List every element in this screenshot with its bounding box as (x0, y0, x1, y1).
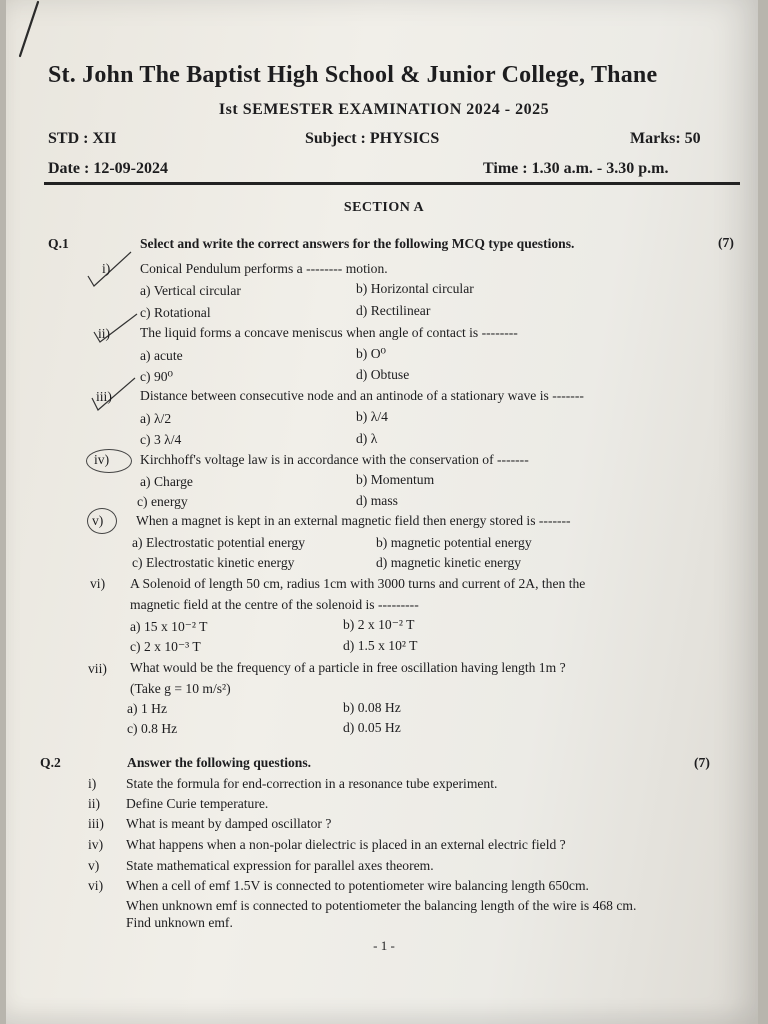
school-name: St. John The Baptist High School & Junior College, Thane (48, 62, 658, 88)
q2-item-number: vi) (88, 878, 104, 893)
page-number: - 1 - (373, 938, 395, 953)
option-d: d) mass (356, 493, 398, 508)
option-a: a) 1 Hz (127, 701, 168, 716)
std-label: STD : XII (48, 130, 117, 147)
q2-number: Q.2 (40, 755, 61, 770)
time-label: Time : 1.30 a.m. - 3.30 p.m. (483, 160, 669, 177)
q2-item-question: What is meant by damped oscillator ? (126, 816, 332, 831)
option-c: c) 0.8 Hz (127, 721, 178, 736)
option-a: a) acute (140, 348, 183, 363)
q1-item-number: iv) (94, 452, 110, 467)
option-d: d) 0.05 Hz (343, 720, 401, 735)
pen-stroke-mark (16, 0, 42, 60)
option-d: d) magnetic kinetic energy (376, 555, 522, 570)
q2-marks: (7) (694, 755, 710, 770)
q2-item-question-cont: When unknown emf is connected to potentiometer the balancing length of the wire is 468 cm. (126, 898, 637, 913)
option-b: b) 2 x 10⁻² T (343, 617, 415, 632)
q2-item-number: ii) (88, 796, 101, 811)
option-c: c) 3 λ/4 (140, 432, 182, 447)
option-b: b) λ/4 (356, 409, 388, 424)
q1-item-number: v) (92, 513, 104, 528)
subject-label: Subject : PHYSICS (305, 130, 440, 147)
option-a: a) Vertical circular (140, 283, 241, 298)
q2-item-number: v) (88, 858, 100, 873)
q1-item-question: Kirchhoff's voltage law is in accordance with the conservation of ------- (140, 452, 529, 467)
q1-instruction: Select and write the correct answers for the following MCQ type questions. (140, 236, 575, 251)
option-c: c) Rotational (140, 305, 211, 320)
q1-item-number: vii) (88, 661, 107, 676)
option-c: c) Electrostatic kinetic energy (132, 555, 295, 570)
q1-item-question: The liquid forms a concave meniscus when angle of contact is -------- (140, 325, 518, 340)
option-c: c) energy (137, 494, 188, 509)
option-a: a) 15 x 10⁻² T (130, 619, 208, 634)
q1-item-question: Distance between consecutive node and an antinode of a stationary wave is ------- (140, 388, 584, 403)
section-title: SECTION A (343, 200, 425, 215)
option-d: d) Obtuse (356, 367, 410, 382)
q1-item-number: ii) (98, 326, 111, 341)
option-c: c) 90⁰ (140, 369, 174, 384)
marks-label: Marks: 50 (630, 130, 701, 147)
q2-item-question: State the formula for end-correction in a resonance tube experiment. (126, 776, 498, 791)
q2-item-number: iv) (88, 837, 104, 852)
q1-item-number: vi) (90, 576, 106, 591)
q1-item-question: What would be the frequency of a particle in free oscillation having length 1m ? (130, 660, 566, 675)
q1-item-question-cont: (Take g = 10 m/s²) (130, 681, 231, 696)
q1-item-number: i) (102, 261, 111, 276)
option-d: d) 1.5 x 10² T (343, 638, 418, 653)
q1-item-number: iii) (96, 389, 112, 404)
q2-item-question: Define Curie temperature. (126, 796, 269, 811)
option-d: d) Rectilinear (356, 303, 431, 318)
q1-item-question: Conical Pendulum performs a -------- motion. (140, 261, 388, 276)
q2-item-question: What happens when a non-polar dielectric is placed in an external electric field ? (126, 837, 566, 852)
option-a: a) Charge (140, 474, 193, 489)
option-c: c) 2 x 10⁻³ T (130, 639, 201, 654)
q1-item-question: When a magnet is kept in an external magnetic field then energy stored is ------- (136, 513, 571, 528)
q2-item-question: When a cell of emf 1.5V is connected to potentiometer wire balancing length 650cm. (126, 878, 589, 893)
header-divider (44, 182, 740, 185)
q2-item-number: iii) (88, 816, 104, 831)
option-b: b) magnetic potential energy (376, 535, 532, 550)
option-b: b) Horizontal circular (356, 281, 474, 296)
option-a: a) λ/2 (140, 411, 172, 426)
option-d: d) λ (356, 431, 378, 446)
q1-marks: (7) (718, 235, 734, 250)
q2-item-number: i) (88, 776, 97, 791)
option-a: a) Electrostatic potential energy (132, 535, 305, 550)
option-b: b) Momentum (356, 472, 435, 487)
q1-item-question: A Solenoid of length 50 cm, radius 1cm with 3000 turns and current of 2A, then the (130, 576, 586, 591)
q2-item-question: State mathematical expression for parallel axes theorem. (126, 858, 434, 873)
option-b: b) 0.08 Hz (343, 700, 401, 715)
q2-instruction: Answer the following questions. (127, 755, 312, 770)
q1-item-question-cont: magnetic field at the centre of the solenoid is --------- (130, 597, 419, 612)
exam-title: Ist SEMESTER EXAMINATION 2024 - 2025 (218, 101, 550, 118)
q2-item-question-cont: Find unknown emf. (126, 915, 233, 930)
q1-number: Q.1 (48, 236, 69, 251)
option-b: b) O⁰ (356, 346, 386, 361)
handwritten-tick-mark (86, 250, 136, 290)
date-label: Date : 12-09-2024 (48, 160, 168, 177)
